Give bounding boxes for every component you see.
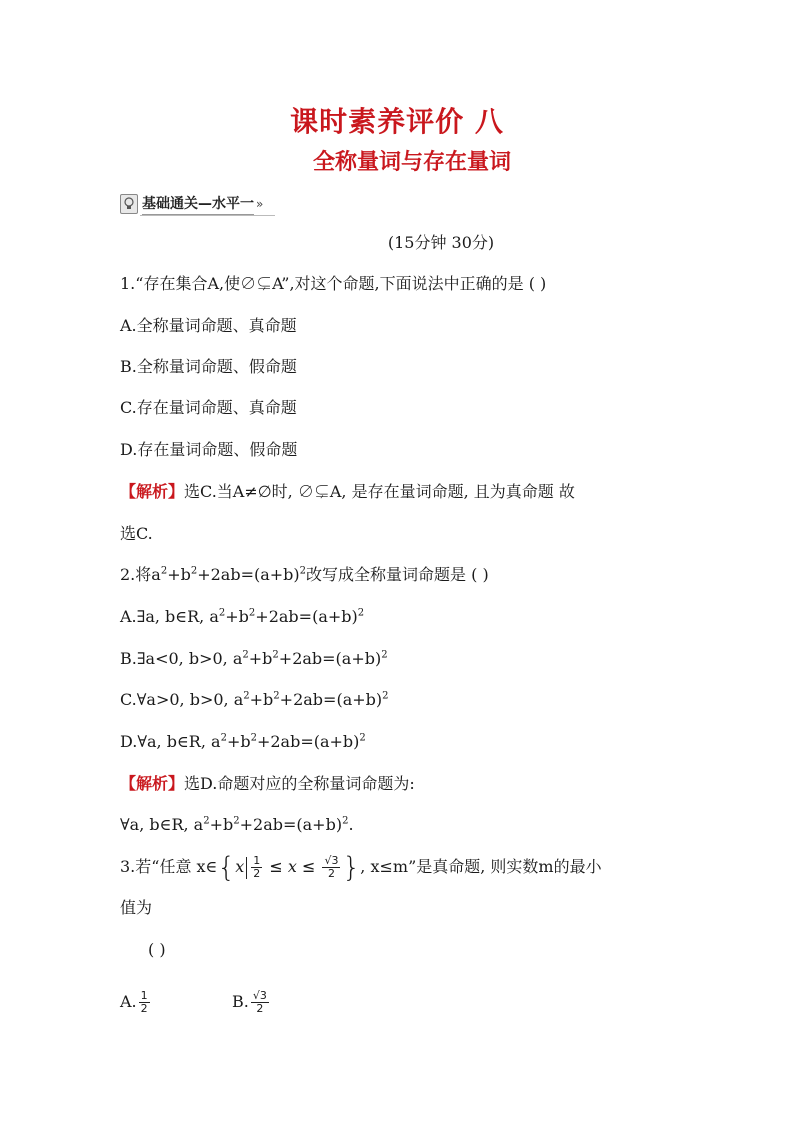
- q2-analysis-text: 选D.命题对应的全称量词命题为:: [184, 774, 415, 793]
- section-label: 基础通关—水平一: [142, 193, 254, 216]
- q3-option-b-den: 2: [256, 1002, 264, 1015]
- q3-set-frac-num: 1: [253, 854, 261, 867]
- q1-stem: 1.“存在集合A,使∅⊊A”,对这个命题,下面说法中正确的是 ( ): [120, 274, 547, 293]
- q3-stem: 3.若“任意 x∈{x $\frac{1}{2}$ ≤ x ≤ $\frac{√3}{2}$ }, x≤m”是真命题, 则实数m的最小: [120, 850, 602, 884]
- q2-analysis-formula: ∀a, b∈R, $a^2+b^2+2ab=(a+b)^2$.: [120, 815, 354, 834]
- q3-stem-post: , x≤m”是真命题, 则实数m的最小: [360, 857, 602, 876]
- q2-stem-pre: 2.将a: [120, 565, 161, 584]
- lightbulb-icon: [120, 194, 138, 214]
- time-info: (15分钟 30分): [387, 233, 495, 252]
- q1-analysis-cont: 选C.: [120, 524, 153, 543]
- q2-analysis: [120, 774, 415, 794]
- q3-set-frac-den: 2: [253, 867, 261, 880]
- q3-option-b: [232, 990, 271, 1015]
- q1-option-d: D.存在量词命题、假命题: [120, 440, 298, 459]
- q3-set-frac-root-num: √3: [324, 854, 339, 867]
- q3-option-a-label: A.: [120, 992, 137, 1011]
- q2-option-c: C.∀a>0, b>0, $a^2+b^2+2ab=(a+b)^2$: [120, 690, 389, 709]
- q2-option-b: B.∃a<0, b>0, $a^2+b^2+2ab=(a+b)^2$: [120, 649, 388, 668]
- q1-analysis: [120, 482, 575, 502]
- q1-option-a: A.全称量词命题、真命题: [120, 316, 297, 335]
- q2-option-c-text: C.∀a>0, b>0,: [120, 690, 234, 709]
- page-title: 课时素养评价 八: [290, 105, 504, 138]
- q1-option-c: C.存在量词命题、真命题: [120, 398, 297, 417]
- q3-stem-line2: 值为: [120, 898, 153, 917]
- q1-analysis-text: 选C.当A≠∅时, ∅⊊A, 是存在量词命题, 且为真命题 故: [184, 482, 575, 501]
- q3-stem-pre: 3.若“任意 x∈: [120, 857, 218, 876]
- q2-option-a-text: A.∃a, b∈R,: [120, 607, 210, 626]
- q2-option-a: A.∃a, b∈R, $a^2+b^2+2ab=(a+b)^2$: [120, 607, 365, 626]
- q1-option-b: B.全称量词命题、假命题: [120, 357, 297, 376]
- page-subtitle: 全称量词与存在量词: [312, 149, 511, 175]
- q3-option-a-den: 2: [140, 1002, 148, 1015]
- q3-option-b-num: √3: [252, 989, 267, 1002]
- q2-option-d: D.∀a, b∈R, $a^2+b^2+2ab=(a+b)^2$: [120, 732, 366, 751]
- q3-set-frac-root-den: 2: [327, 867, 335, 880]
- analysis-label: 【解析】: [120, 482, 185, 501]
- q3-option-a: [120, 990, 152, 1015]
- q3-blank: ( ): [148, 940, 166, 959]
- q2-analysis-formula-pre: ∀a, b∈R,: [120, 815, 194, 834]
- section-tag: [120, 193, 263, 215]
- analysis-label: 【解析】: [120, 774, 185, 793]
- q2-option-b-text: B.∃a<0, b>0,: [120, 649, 233, 668]
- section-arrow-icon: »: [256, 197, 264, 211]
- q2-stem-post: 改写成全称量词命题是 ( ): [306, 565, 489, 584]
- q3-option-b-label: B.: [232, 992, 249, 1011]
- q2-option-d-text: D.∀a, b∈R,: [120, 732, 212, 751]
- q2-stem: 2.将$a^2+b^2+2ab=(a+b)^2$改写成全称量词命题是 ( ): [120, 565, 489, 584]
- section-divider: [140, 215, 275, 216]
- q3-option-a-num: 1: [140, 989, 148, 1002]
